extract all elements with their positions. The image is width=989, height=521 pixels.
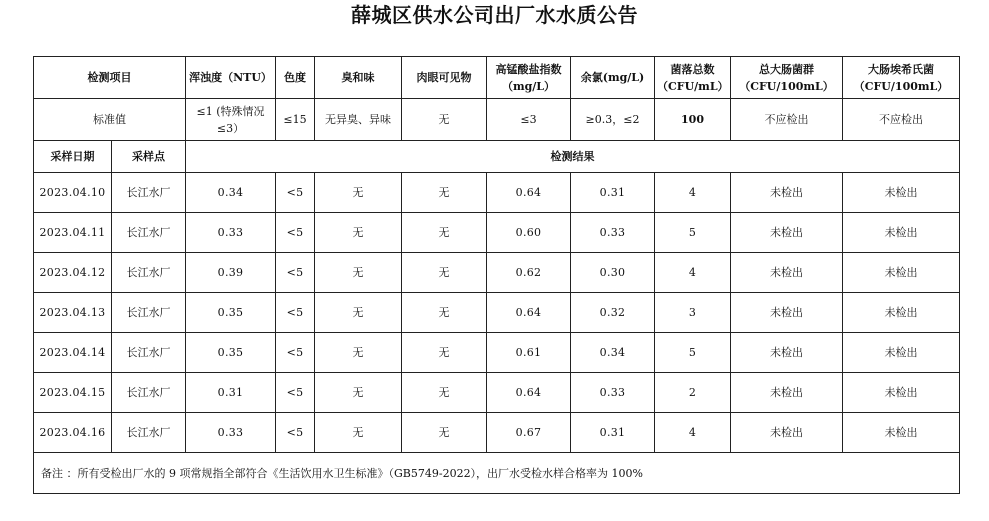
cell-site: 长江水厂 [112,213,186,253]
cell-turbidity: 0.33 [186,213,276,253]
cell-odor: 无 [315,213,402,253]
cell-colony: 4 [655,413,731,453]
cell-colony: 5 [655,213,731,253]
cell-turbidity: 0.33 [186,413,276,453]
cell-chlorine: 0.33 [571,213,655,253]
cell-color: <5 [276,333,315,373]
cell-colony: 5 [655,333,731,373]
cell-ecoli: 未检出 [843,253,960,293]
header-item: 检测项目 [34,57,186,99]
cell-date: 2023.04.16 [34,413,112,453]
cell-color: <5 [276,213,315,253]
cell-ecoli: 未检出 [843,213,960,253]
cell-date: 2023.04.10 [34,173,112,213]
cell-coliform: 未检出 [731,213,843,253]
water-quality-table [33,56,960,494]
cell-ecoli: 未检出 [843,293,960,333]
table-row [34,373,960,413]
cell-colony: 2 [655,373,731,413]
cell-chlorine: 0.30 [571,253,655,293]
cell-visible: 无 [402,413,487,453]
data-rows [34,173,960,453]
header-chlorine: 余氯(mg/L) [571,57,655,99]
cell-coliform: 未检出 [731,373,843,413]
cell-date: 2023.04.15 [34,373,112,413]
sub-header-date: 采样日期 [34,141,112,173]
cell-color: <5 [276,253,315,293]
header-turbidity: 浑浊度（NTU） [186,57,276,99]
cell-coliform: 未检出 [731,293,843,333]
standard-color: ≤15 [276,99,315,141]
cell-turbidity: 0.31 [186,373,276,413]
cell-permanganate: 0.60 [487,213,571,253]
cell-date: 2023.04.14 [34,333,112,373]
cell-turbidity: 0.39 [186,253,276,293]
cell-permanganate: 0.64 [487,173,571,213]
cell-turbidity: 0.34 [186,173,276,213]
cell-odor: 无 [315,173,402,213]
header-permanganate: 高锰酸盐指数（mg/L） [487,57,571,99]
cell-site: 长江水厂 [112,253,186,293]
header-coliform: 总大肠菌群 （CFU/100mL） [731,57,843,99]
cell-odor: 无 [315,333,402,373]
cell-date: 2023.04.13 [34,293,112,333]
header-row [34,57,960,99]
standard-odor: 无异臭、异味 [315,99,402,141]
cell-ecoli: 未检出 [843,413,960,453]
header-odor: 臭和味 [315,57,402,99]
cell-site: 长江水厂 [112,333,186,373]
cell-turbidity: 0.35 [186,293,276,333]
table-row [34,213,960,253]
cell-chlorine: 0.32 [571,293,655,333]
header-colony: 菌落总数（CFU/mL） [655,57,731,99]
cell-visible: 无 [402,293,487,333]
header-ecoli: 大肠埃希氏菌 （CFU/100mL） [843,57,960,99]
table-row [34,293,960,333]
cell-ecoli: 未检出 [843,333,960,373]
cell-coliform: 未检出 [731,173,843,213]
cell-turbidity: 0.35 [186,333,276,373]
cell-permanganate: 0.64 [487,373,571,413]
cell-coliform: 未检出 [731,333,843,373]
standard-turbidity: ≤1 (特殊情况≤3） [186,99,276,141]
cell-colony: 3 [655,293,731,333]
cell-site: 长江水厂 [112,293,186,333]
cell-visible: 无 [402,213,487,253]
cell-color: <5 [276,413,315,453]
cell-visible: 无 [402,173,487,213]
cell-color: <5 [276,373,315,413]
cell-coliform: 未检出 [731,413,843,453]
cell-colony: 4 [655,253,731,293]
cell-site: 长江水厂 [112,413,186,453]
page-title: 薛城区供水公司出厂水水质公告 [351,3,638,27]
cell-site: 长江水厂 [112,173,186,213]
header-visible: 肉眼可见物 [402,57,487,99]
cell-permanganate: 0.62 [487,253,571,293]
cell-ecoli: 未检出 [843,173,960,213]
table-row [34,253,960,293]
cell-coliform: 未检出 [731,253,843,293]
note-text: 备注 ：所有受检出厂水的 9 项常规指全部符合《生活饮用水卫生标准》（GB5749-2022），出厂水受检水样合格率为 100% [34,453,960,494]
cell-permanganate: 0.61 [487,333,571,373]
table-row [34,333,960,373]
note-row [34,453,960,494]
sub-header-site: 采样点 [112,141,186,173]
table-row [34,413,960,453]
cell-visible: 无 [402,373,487,413]
header-color: 色度 [276,57,315,99]
cell-color: <5 [276,293,315,333]
cell-ecoli: 未检出 [843,373,960,413]
standard-visible: 无 [402,99,487,141]
cell-site: 长江水厂 [112,373,186,413]
cell-permanganate: 0.64 [487,293,571,333]
standard-ecoli: 不应检出 [843,99,960,141]
cell-visible: 无 [402,253,487,293]
sub-header-results: 检测结果 [186,141,960,173]
cell-odor: 无 [315,373,402,413]
cell-colony: 4 [655,173,731,213]
cell-chlorine: 0.31 [571,173,655,213]
cell-visible: 无 [402,333,487,373]
cell-odor: 无 [315,293,402,333]
cell-chlorine: 0.34 [571,333,655,373]
cell-odor: 无 [315,253,402,293]
cell-odor: 无 [315,413,402,453]
cell-chlorine: 0.31 [571,413,655,453]
cell-permanganate: 0.67 [487,413,571,453]
standard-permanganate: ≤3 [487,99,571,141]
standard-colony: 100 [655,99,731,141]
table-row [34,173,960,213]
cell-chlorine: 0.33 [571,373,655,413]
cell-date: 2023.04.11 [34,213,112,253]
standard-chlorine: ≥0.3，≤2 [571,99,655,141]
cell-date: 2023.04.12 [34,253,112,293]
standard-row [34,99,960,141]
standard-coliform: 不应检出 [731,99,843,141]
cell-color: <5 [276,173,315,213]
standard-label: 标准值 [34,99,186,141]
sub-header-row [34,141,960,173]
